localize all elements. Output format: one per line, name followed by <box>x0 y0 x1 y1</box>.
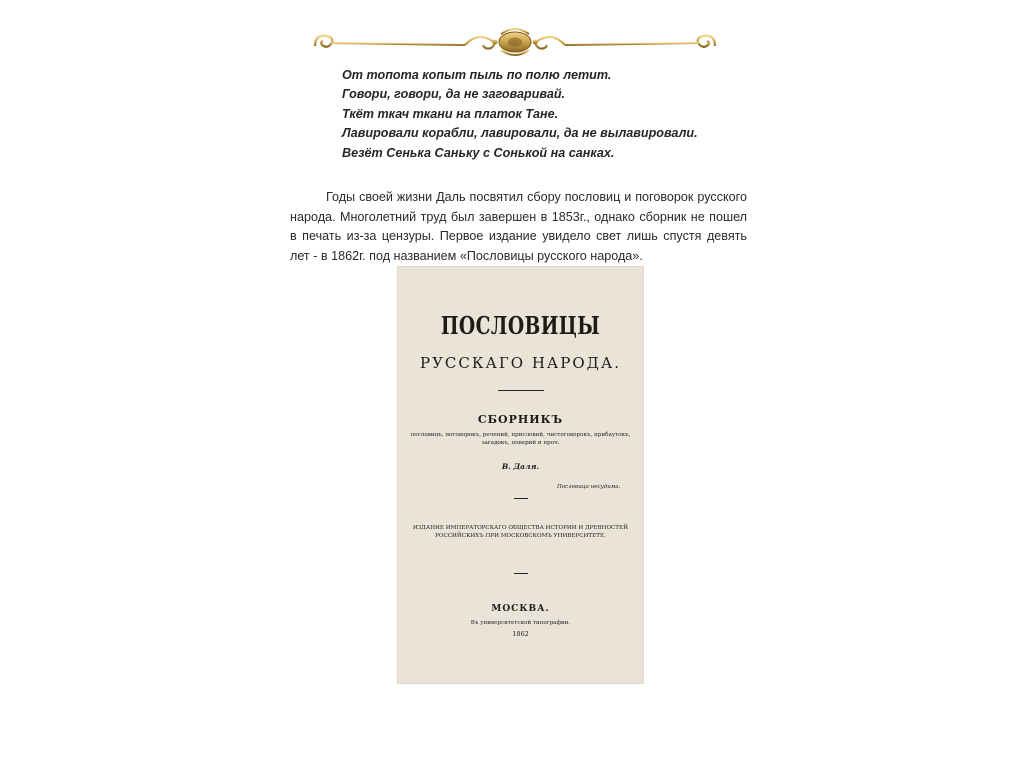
cover-divider <box>514 573 528 574</box>
tongue-twister-line: Говори, говори, да не заговаривай. <box>342 87 566 102</box>
cover-title: ПОСЛОВИЦЫ <box>440 311 601 340</box>
gold-scroll-ornament-icon <box>305 22 725 62</box>
cover-city: МОСКВА. <box>491 604 550 614</box>
cover-author: В. Даля. <box>501 462 540 471</box>
book-cover-image <box>397 266 644 684</box>
tongue-twister-line: Везёт Сенька Саньку с Сонькой на санках. <box>342 145 615 160</box>
cover-subtitle: РУССКАГО НАРОДА. <box>419 354 621 372</box>
tongue-twister-line: От топота копыт пыль по полю летит. <box>342 68 612 82</box>
tongue-twisters <box>342 66 762 163</box>
cover-publisher: ИЗДАНИЕ ИМПЕРАТОРСКАГО ОБЩЕСТВА ИСТОРИИ И ДРЕВНОСТЕЙ РОССИЙСКИХЪ ПРИ МОСКОВСКОМЪ УНИВЕРСИТЕТЕ. <box>413 525 628 539</box>
tongue-twister-line: Ткёт ткач ткани на платок Тане. <box>342 106 559 121</box>
cover-dedication: Пословица несудима. <box>557 484 621 490</box>
cover-divider <box>498 390 544 391</box>
cover-sbornik-desc: пословицъ, поговорокъ, речений, присловий, чистоговорокъ, прибаутокъ, загадокъ, поверий и проч. <box>410 432 631 446</box>
cover-divider <box>514 498 528 499</box>
cover-year: 1862 <box>512 630 529 638</box>
cover-sbornik: СБОРНИКЪ <box>477 413 564 426</box>
cover-printer: Въ университетской типографии. <box>470 620 571 626</box>
tongue-twister-line: Лавировали корабли, лавировали, да не вылавировали. <box>342 126 698 141</box>
body-paragraph: Годы своей жизни Даль посвятил сбору пословиц и поговорок русского народа. Многолетний труд был завершен в 1853г., однако сборник не пошел в печать из-за цензуры. Первое издание увидело свет лишь спустя девять лет - в 1862г. под названием «Пословицы русского народа». <box>290 190 747 263</box>
